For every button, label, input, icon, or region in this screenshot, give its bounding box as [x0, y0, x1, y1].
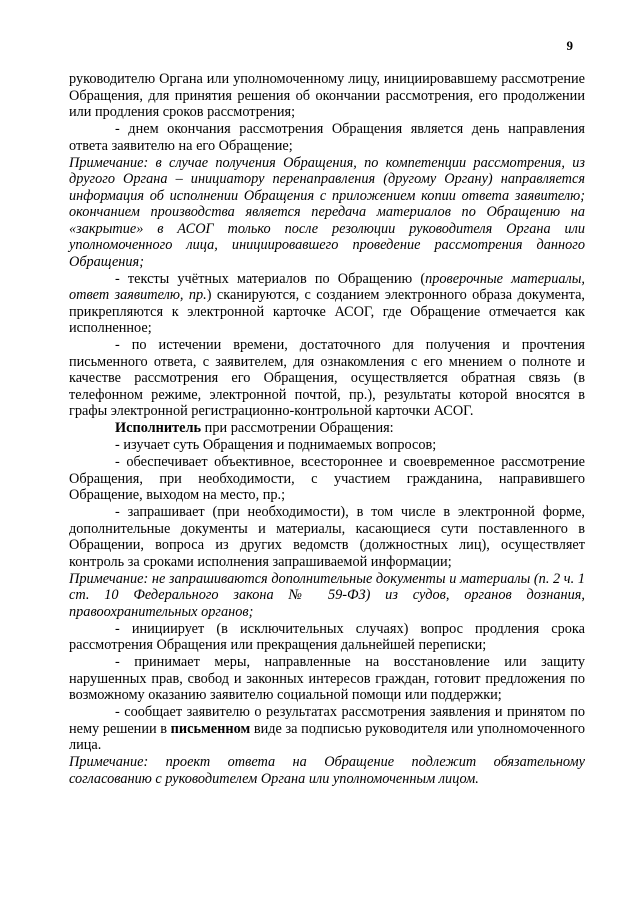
paragraph: руководителю Органа или уполномоченному лицу, инициировавшему рассмотрение Обращения, для принятия решения об окончании рассмотрения, его продолжении или продления сроков рассмотрения;: [69, 71, 585, 120]
text-span: - тексты учётных материалов по Обращению (: [115, 270, 426, 287]
list-item: - по истечении времени, достаточного для получения и прочтения письменного ответа, с заявителем, для ознакомления с его мнением о полноте и качестве рассмотрения его Обращения, осуществляется обратная связь (в телефонном режиме, электронной почтой, пр.), результаты которой вносятся в графы электронной регистрационно-контрольной карточки АСОГ.: [69, 337, 585, 419]
list-item: - принимает меры, направленные на восстановление или защиту нарушенных прав, свобод и законных интересов граждан, готовит предложения по возможному оказанию заявителю социальной помощи или поддержки;: [69, 654, 585, 703]
text-span: виде за подписью руководителя или уполномоченного лица.: [69, 720, 585, 753]
text-span: - сообщает заявителю о результатах рассмотрения заявления и принятом по нему решении в: [69, 704, 585, 737]
bold-term: Исполнитель: [115, 420, 202, 436]
note-paragraph: Примечание: в случае получения Обращения, по компетенции рассмотрения, из другого Органа – инициатору перенаправления (другому Органу) направляется информация об исполнении Обращения с приложением копии ответа заявителю; окончанием производства является передача материалов по Обращению на «закрытие» в АСОГ только после резолюции руководителя Органа или уполномоченного лица, инициировавшего проведение рассмотрения данного Обращения;: [69, 154, 585, 270]
list-item: - обеспечивает объективное, всестороннее и своевременное рассмотрение Обращения, при необходимости, с участием гражданина, направившего Обращение, выходом на место, пр.;: [69, 454, 585, 503]
list-item: - инициирует (в исключительных случаях) вопрос продления срока рассмотрения Обращения или прекращения дальнейшей переписки;: [69, 620, 585, 653]
list-item: [69, 271, 585, 337]
note-paragraph: Примечание: проект ответа на Обращение подлежит обязательному согласованию с руководителем Органа или уполномоченным лицом.: [69, 754, 585, 787]
section-heading: [69, 420, 585, 437]
text-span: ) сканируются, с созданием электронного образа документа, прикрепляются к электронной карточке АСОГ, где Обращение отмечается как исполненное;: [69, 287, 585, 336]
list-item: [69, 704, 585, 754]
list-item: - днем окончания рассмотрения Обращения является день направления ответа заявителю на его Обращение;: [69, 121, 585, 154]
list-item: - изучает суть Обращения и поднимаемых вопросов;: [115, 437, 437, 453]
text-span: при рассмотрении Обращения:: [201, 420, 394, 436]
document-body: [69, 71, 585, 788]
note-paragraph: Примечание: не запрашиваются дополнительные документы и материалы (п. 2 ч. 1 ст. 10 Федерального закона № 59-ФЗ) из судов, органов дознания, правоохранительных органов;: [69, 570, 585, 620]
list-item: - запрашивает (при необходимости), в том числе в электронной форме, дополнительные документы и материалы, касающиеся сути поставленного в Обращении, вопроса из других ведомств (должностных лиц), осуществляет контроль за сроками исполнения запрашиваемой информации;: [69, 504, 585, 570]
italic-span: проверочные материалы, ответ заявителю, пр.: [69, 270, 585, 303]
bold-term: письменном: [170, 720, 251, 737]
page-number: 9: [566, 38, 573, 53]
